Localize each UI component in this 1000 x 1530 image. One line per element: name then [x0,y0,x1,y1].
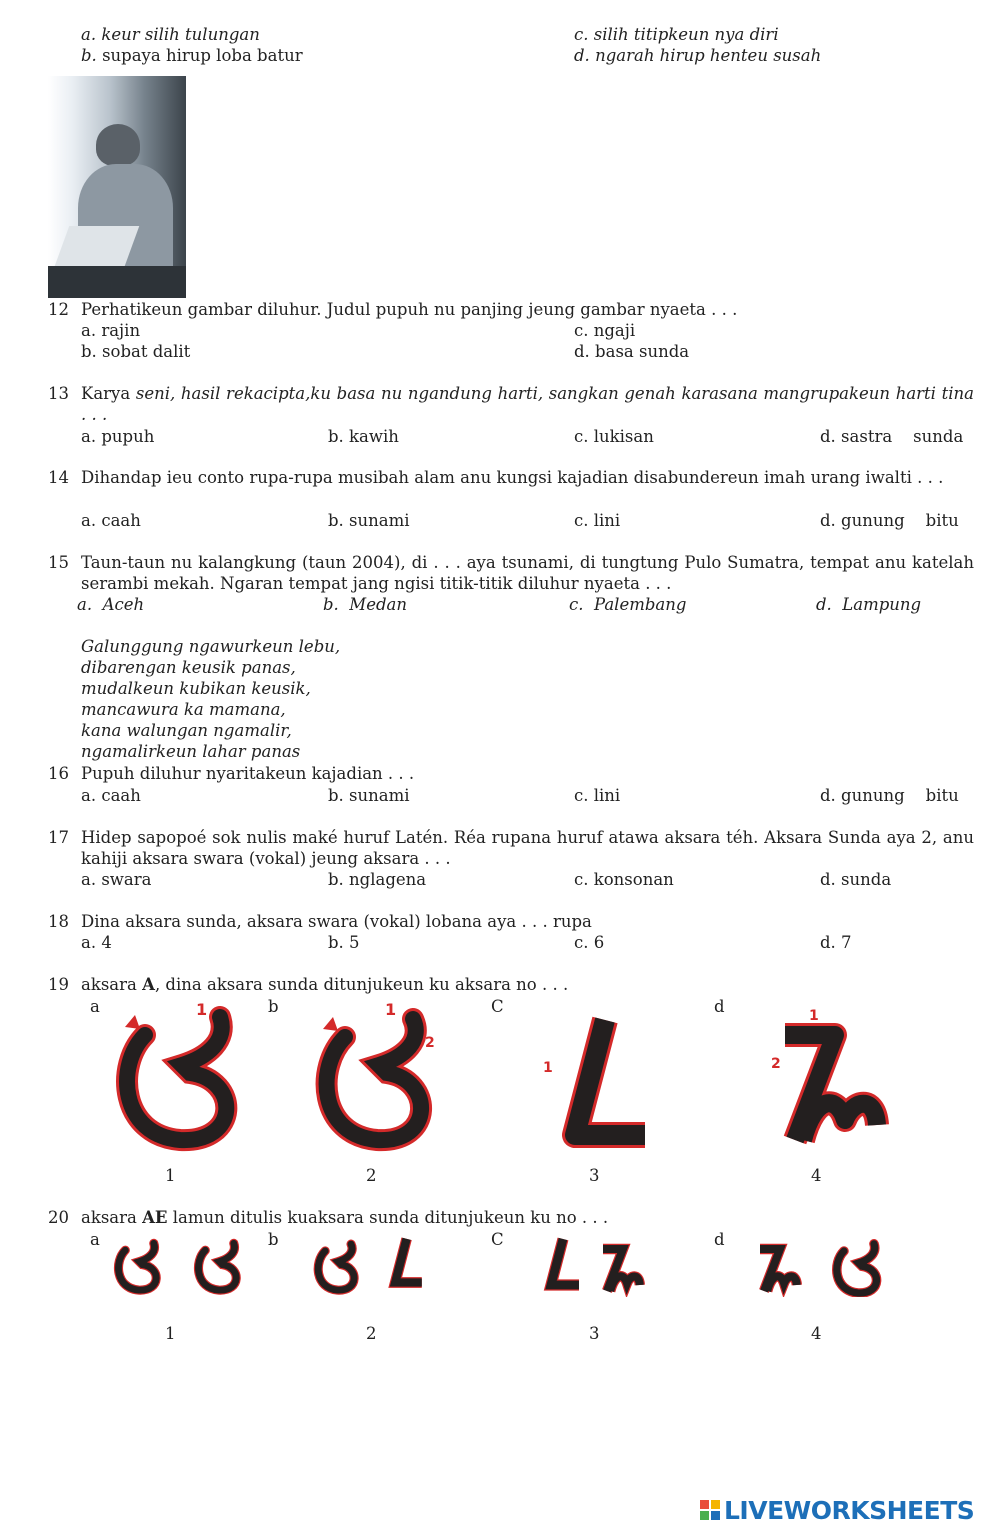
q17-option-b[interactable]: b. nglagena [328,870,427,889]
q19-choice-1[interactable]: 1 [165,1166,176,1185]
aksara-a-l-image[interactable] [310,1235,430,1297]
q19-label-b: b [268,997,279,1016]
q20-choice-2[interactable]: 2 [366,1324,377,1343]
q12-option-a[interactable]: a. rajin [81,321,141,340]
q20-choice-1[interactable]: 1 [165,1324,176,1343]
poem-line: mancawura ka mamana, [81,700,286,719]
poem-line: mudalkeun kubikan keusik, [81,679,311,698]
poem-line: Galunggung ngawurkeun lebu, [81,637,341,656]
q19-label-d: d [714,997,725,1016]
q16-option-d[interactable]: d. gunung bitu [820,786,959,805]
q14-number: 14 [48,468,69,487]
q13-option-c[interactable]: c. lukisan [574,427,654,446]
q17-number: 17 [48,828,69,847]
q15-option-c[interactable]: c. Palembang [569,595,687,614]
stroke-number: 1 [543,1060,553,1076]
aksara-a-stroke-2-image[interactable] [305,995,445,1160]
q18-option-a[interactable]: a. 4 [81,933,112,952]
liveworksheets-logo[interactable] [700,1496,974,1524]
q18-option-c[interactable]: c. 6 [574,933,605,952]
q14-option-b[interactable]: b. sunami [328,511,410,530]
option-d[interactable]: d. ngarah hirup henteu susah [574,46,822,65]
aksara-a-stroke-1-image[interactable] [110,995,250,1160]
q19-label-c: C [491,997,504,1016]
q16-number: 16 [48,764,69,783]
q13-option-a[interactable]: a. pupuh [81,427,155,446]
poem-line: kana walungan ngamalir, [81,721,292,740]
q13-text: Karya seni, hasil rekacipta,ku basa nu ngandung harti, sangkan genah karasana mangrupakeun harti tina . . . [81,384,974,424]
q20-label-d: d [714,1230,725,1249]
option-b[interactable]: b. supaya hirup loba batur [81,46,303,65]
option-a[interactable]: a. keur silih tulungan [81,25,260,44]
q13-option-d[interactable]: d. sastra sunda [820,427,964,446]
boy-reading-photo [48,76,186,298]
aksara-zn-image[interactable] [765,1000,895,1160]
q19-text: aksara A, dina aksara sunda ditunjukeun ku aksara no . . . [81,975,569,994]
aksara-a-a-image[interactable] [112,1235,252,1297]
q16-option-c[interactable]: c. lini [574,786,621,805]
q20-choice-4[interactable]: 4 [811,1324,822,1343]
q16-option-a[interactable]: a. caah [81,786,141,805]
q14-option-c[interactable]: c. lini [574,511,621,530]
q19-choice-4[interactable]: 4 [811,1166,822,1185]
q18-text: Dina aksara sunda, aksara swara (vokal) lobana aya . . . rupa [81,912,592,931]
q20-label-b: b [268,1230,279,1249]
poem-line: dibarengan keusik panas, [81,658,296,677]
stroke-number: 1 [196,1000,208,1019]
stroke-number: 1 [809,1008,819,1024]
q15-option-b[interactable]: b. Medan [323,595,407,614]
q16-option-b[interactable]: b. sunami [328,786,410,805]
aksara-l-zn-image[interactable] [535,1235,655,1297]
q20-label-a: a [90,1230,100,1249]
q17-text: Hidep sapopoé sok nulis maké huruf Latén. Réa rupana huruf atawa aksara téh. Aksara Sunda aya 2, anu kahiji aksara swara (vokal) jeung aksara . . . [81,828,974,868]
q15-text: Taun-taun nu kalangkung (taun 2004), di . . . aya tsunami, di tungtung Pulo Sumatra, tempat anu katelah serambi mekah. Ngaran tempat jang ngisi titik-titik diluhur nyaeta . . . [81,553,974,593]
q19-choice-3[interactable]: 3 [589,1166,600,1185]
q12-option-b[interactable]: b. sobat dalit [81,342,191,361]
logo-icon [700,1500,720,1520]
q13-number: 13 [48,384,69,403]
stroke-number: 1 [385,1000,397,1019]
q20-text: aksara AE lamun ditulis kuaksara sunda ditunjukeun ku no . . . [81,1208,609,1227]
q12-number: 12 [48,300,69,319]
q12-option-d[interactable]: d. basa sunda [574,342,690,361]
stroke-number: 2 [425,1035,435,1051]
stroke-number: 2 [771,1056,781,1072]
q12-option-c[interactable]: c. ngaji [574,321,636,340]
q14-text: Dihandap ieu conto rupa-rupa musibah alam anu kungsi kajadian disabundereun imah urang iwalti . . . [81,468,944,487]
q17-option-a[interactable]: a. swara [81,870,152,889]
q15-option-d[interactable]: d. Lampung [816,595,922,614]
q15-option-a[interactable]: a. Aceh [77,595,145,614]
q19-choice-2[interactable]: 2 [366,1166,377,1185]
aksara-zn-a-image[interactable] [752,1235,892,1297]
poem-line: ngamalirkeun lahar panas [81,742,301,761]
q18-option-b[interactable]: b. 5 [328,933,360,952]
q20-label-c: C [491,1230,504,1249]
q19-number: 19 [48,975,69,994]
q17-option-d[interactable]: d. sunda [820,870,892,889]
logo-text: LIVEWORKSHEETS [724,1495,975,1525]
option-c[interactable]: c. silih titipkeun nya diri [574,25,779,44]
q13-option-b[interactable]: b. kawih [328,427,399,446]
q18-option-d[interactable]: d. 7 [820,933,852,952]
q20-number: 20 [48,1208,69,1227]
aksara-l-image[interactable] [535,1010,660,1160]
q14-option-d[interactable]: d. gunung bitu [820,511,959,530]
q18-number: 18 [48,912,69,931]
q20-choice-3[interactable]: 3 [589,1324,600,1343]
q14-option-a[interactable]: a. caah [81,511,141,530]
q17-option-c[interactable]: c. konsonan [574,870,674,889]
q19-label-a: a [90,997,100,1016]
q12-text: Perhatikeun gambar diluhur. Judul pupuh nu panjing jeung gambar nyaeta . . . [81,300,738,319]
q16-text: Pupuh diluhur nyaritakeun kajadian . . . [81,764,415,783]
q15-number: 15 [48,553,69,572]
